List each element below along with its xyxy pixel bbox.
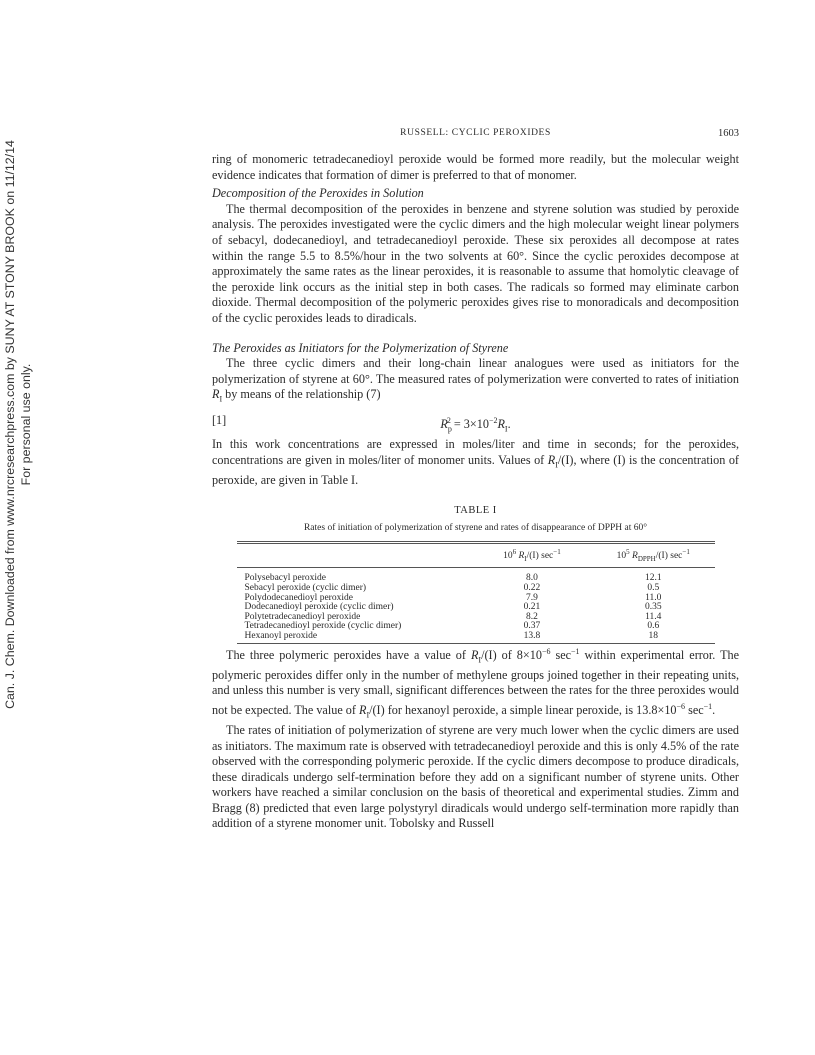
equation-1 (212, 411, 739, 433)
units-paragraph: In this work concentrations are expressed in moles/liter and time in seconds; for the peroxides, concentrations are given in moles/liter of monomer units. Values of $R_I/(I)$, where (I) is the concentration of peroxide, are given in Table I. (212, 437, 739, 487)
article-body (212, 152, 739, 832)
running-title: RUSSELL: CYCLIC PEROXIDES (400, 128, 551, 138)
watermark-source-line: Can. J. Chem. Downloaded from www.nrcresearchpress.com by SUNY AT STONY BROOK on 11/12/14 (3, 140, 17, 709)
row-rdpph-value: 0.35 (644, 602, 662, 613)
rates-table (237, 541, 715, 644)
row-peroxide-name: Dodecanedioyl peroxide (cyclic dimer) (244, 602, 394, 613)
row-rdpph-value: 12.1 (644, 573, 662, 584)
equation-body: $R_p^2 = 3\times 10^{-2}R_I$. (440, 416, 511, 434)
table-caption: Rates of initiation of polymerization of styrene and rates of disappearance of DPPH at 60° (303, 523, 648, 534)
download-watermark (2, 2, 38, 847)
table-title: TABLE I (454, 504, 497, 516)
row-ri-value: 7.9 (525, 592, 538, 603)
row-rdpph-value: 11.0 (645, 592, 662, 603)
page-number: 1603 (718, 128, 739, 139)
initiators-paragraph: The three cyclic dimers and their long-chain linear analogues were used as initiators for the polymerization of styrene at 60°. The measured rates of polymerization were converted to rates of initiation $R_I$ by means of the relationship (7) (212, 356, 739, 404)
page-header (212, 128, 739, 142)
decomposition-paragraph: The thermal decomposition of the peroxides in benzene and styrene solution was studied by peroxide analysis. The peroxides investigated were the cyclic dimers and the high molecular weight linear polymers of sebacyl, dodecanedioyl, and tetradecanedioyl peroxide. These six peroxides all decompose at rates within the range 5.5 to 8.5%/hour in the two solvents at 60°. Since the cyclic peroxides decompose at approximately the same rates as the linear peroxides, it is reasonable to assume that homolytic cleavage of the peroxide link occurs as the initial step in both cases. The radicals so formed may eliminate carbon dioxide. Thermal decomposition of the polymeric peroxides gives rise to monoradicals and decomposition of the cyclic peroxides leads to diradicals. (212, 201, 739, 325)
row-peroxide-name: Sebacyl peroxide (cyclic dimer) (244, 582, 367, 593)
section-heading-initiators: The Peroxides as Initiators for the Polymerization of Styrene (212, 340, 509, 355)
row-ri-value: 0.21 (523, 602, 541, 613)
row-ri-value: 8.0 (525, 573, 538, 584)
table-header-rdpph: $10^5$ $R_{DPPH}/(I)$ $\sec^{-1}$ (592, 542, 714, 568)
watermark-usage-line: For personal use only. (19, 363, 33, 486)
continued-paragraph: ring of monomeric tetradecanedioyl peroxide would be formed more readily, but the molecular weight evidence indicates that formation of dimer is preferred to that of monomer. (212, 152, 739, 182)
row-peroxide-name: Tetradecanedioyl peroxide (cyclic dimer) (244, 621, 402, 632)
row-rdpph-value: 0.5 (647, 582, 660, 593)
table-row (237, 568, 715, 584)
table-header-peroxide (237, 542, 472, 568)
row-rdpph-value: 11.4 (645, 611, 662, 622)
section-heading-decomposition: Decomposition of the Peroxides in Solution (212, 186, 424, 201)
row-peroxide-name: Polysebacyl peroxide (244, 573, 327, 584)
cyclic-dimers-paragraph: The rates of initiation of polymerization of styrene are very much lower when the cyclic dimers are used as initiators. The maximum rate is observed with tetradecanedioyl peroxide and this is only 4.5% of the rate observed with the corresponding polymeric peroxide. If the cyclic dimers decompose to produce diradicals, these diradicals undergo self-termination before they add on a significant number of styrene units. Other workers have reached a similar conclusion on the basis of theoretical and experimental studies. Zimm and Bragg (8) predicted that even large polystyryl diradicals would undergo self-termination more rapidly than addition of a styrene monomer unit. Tobolsky and Russell (212, 722, 739, 831)
row-peroxide-name: Polydodecanedioyl peroxide (244, 592, 353, 603)
row-rdpph-value: 18 (592, 632, 714, 643)
row-ri-value: 0.22 (523, 582, 541, 593)
row-ri-value: 8.2 (525, 611, 538, 622)
table-1 (212, 503, 739, 644)
row-peroxide-name: Polytetradecanedioyl peroxide (244, 611, 361, 622)
polymeric-peroxides-paragraph: The three polymeric peroxides have a value of $R_I/(I)$ of $8\times 10^{-6}$ $\sec^{-1}$ within experimental error. The polymeric peroxides differ only in the number of methylene groups joined together in their repeating units, and unless this number is very small, significant differences between the rates for the three peroxides would not be expected. The value of $R_I/(I)$ for hexanoyl peroxide, a simple linear peroxide, is $13.8\times 10^{-6}$ $\sec^{-1}$. (212, 646, 740, 720)
equation-number: [1] (212, 413, 227, 428)
row-ri-value: 0.37 (523, 621, 541, 632)
table-row (237, 632, 715, 643)
row-peroxide-name: Hexanoyl peroxide (237, 632, 472, 643)
row-ri-value: 13.8 (472, 632, 592, 643)
table-header-ri: $10^6$ $R_I/(I)$ $\sec^{-1}$ (472, 542, 592, 568)
row-rdpph-value: 0.6 (647, 621, 660, 632)
